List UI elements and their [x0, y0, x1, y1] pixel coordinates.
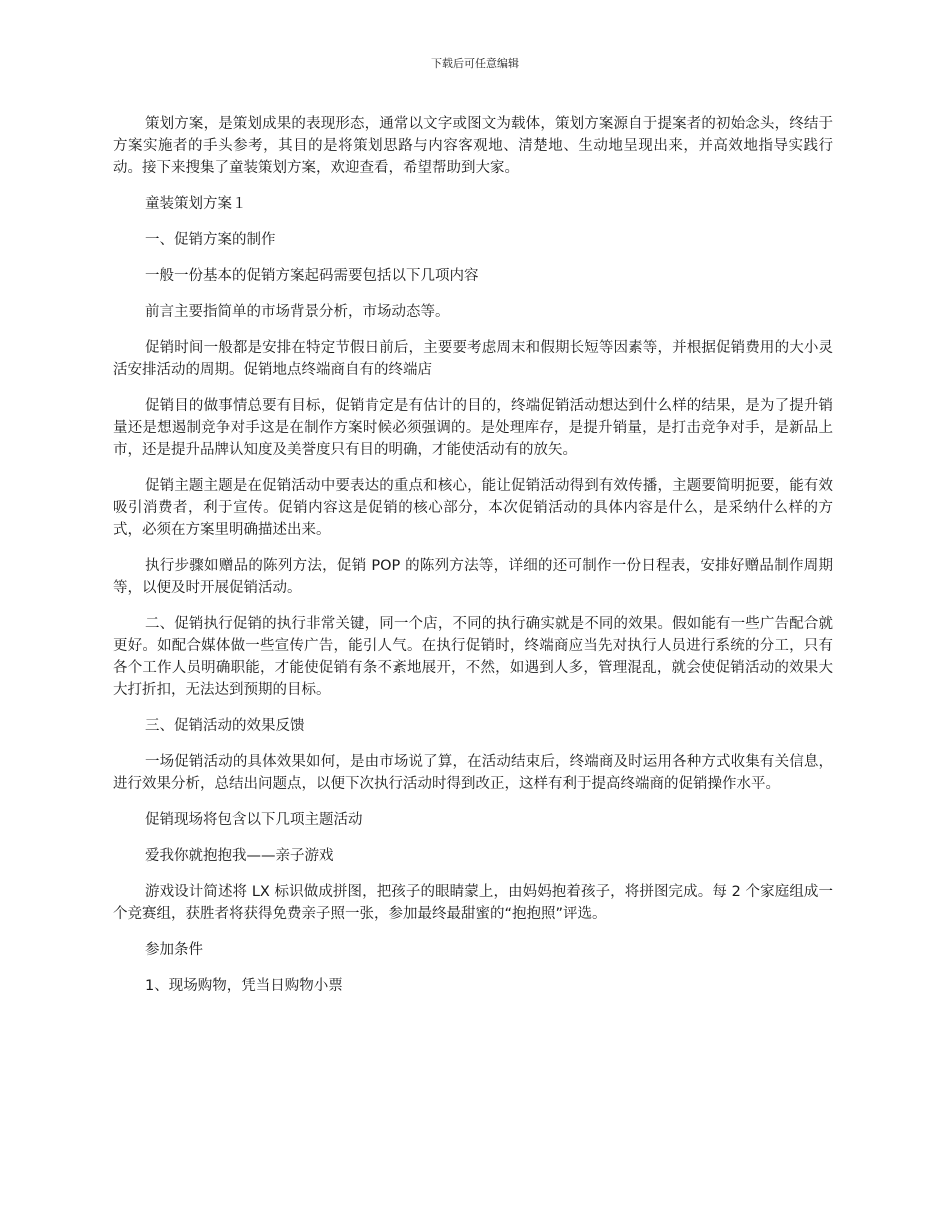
heading-1: 一、促销方案的制作: [145, 232, 276, 248]
section-title: 童装策划方案１: [145, 196, 247, 212]
paragraph: 促销现场将包含以下几项主题活动: [145, 812, 363, 828]
list-item: 1、现场购物，凭当日购物小票: [145, 978, 343, 994]
paragraph: 二、促销执行促销的执行非常关键，同一个店，不同的执行确实就是不同的效果。假如能有一些广告配合就更好。如配合媒体做一些宣传广告，能引人气。在执行促销时，终端商应当先对执行人员进行系统的分工，只有各个工作人员明确职能，才能使促销有条不紊地展开，不然，如遇到人多，管理混乱，就会使促销活动的效果大大打折扣，无法达到预期的目标。: [113, 616, 833, 698]
paragraph: 前言主要指简单的市场背景分析，市场动态等。: [145, 304, 450, 320]
paragraph: 一场促销活动的具体效果如何，是由市场说了算，在活动结束后，终端商及时运用各种方式收集有关信息，进行效果分析，总结出问题点，以便下次执行活动时得到改正，这样有利于提高终端商的促销操作水平。: [113, 754, 833, 792]
paragraph: 促销目的做事情总要有目标，促销肯定是有估计的目的，终端促销活动想达到什么样的结果，是为了提升销量还是想遏制竞争对手这是在制作方案时候必须强调的。是处理库存，是提升销量，是打击竞争对手，是新品上市，还是提升品牌认知度及美誉度只有目的明确，才能使活动有的放矢。: [113, 398, 833, 458]
document-body: [113, 113, 833, 1011]
activity-title: 爱我你就抱抱我——亲子游戏: [145, 848, 334, 864]
paragraph: 促销主题主题是在促销活动中要表达的重点和核心，能让促销活动得到有效传播，主题要简明扼要，能有效吸引消费者，利于宣传。促销内容这是促销的核心部分，本次促销活动的具体内容是什么，是采纳什么样的方式，必须在方案里明确描述出来。: [113, 478, 833, 538]
paragraph: 执行步骤如赠品的陈列方法，促销 POP 的陈列方法等，详细的还可制作一份日程表，安排好赠品制作周期等，以便及时开展促销活动。: [113, 558, 833, 596]
heading-3: 三、促销活动的效果反馈: [145, 718, 305, 734]
paragraph: 游戏设计简述将 LX 标识做成拼图，把孩子的眼睛蒙上，由妈妈抱着孩子，将拼图完成。每 2 个家庭组成一个竞赛组，获胜者将获得免费亲子照一张，参加最终最甜蜜的“抱抱照”评选。: [113, 884, 833, 922]
paragraph: 促销时间一般都是安排在特定节假日前后，主要要考虑周末和假期长短等因素等，并根据促销费用的大小灵活安排活动的周期。促销地点终端商自有的终端店: [113, 340, 833, 378]
page-header: 下载后可任意编辑: [431, 57, 519, 70]
paragraph: 参加条件: [145, 942, 203, 958]
paragraph: 一般一份基本的促销方案起码需要包括以下几项内容: [145, 268, 479, 284]
intro-paragraph: 策划方案，是策划成果的表现形态，通常以文字或图文为载体，策划方案源自于提案者的初始念头，终结于方案实施者的手头参考，其目的是将策划思路与内容客观地、清楚地、生动地呈现出来，并高效地指导实践行动。接下来搜集了童装策划方案，欢迎查看，希望帮助到大家。: [113, 116, 833, 176]
